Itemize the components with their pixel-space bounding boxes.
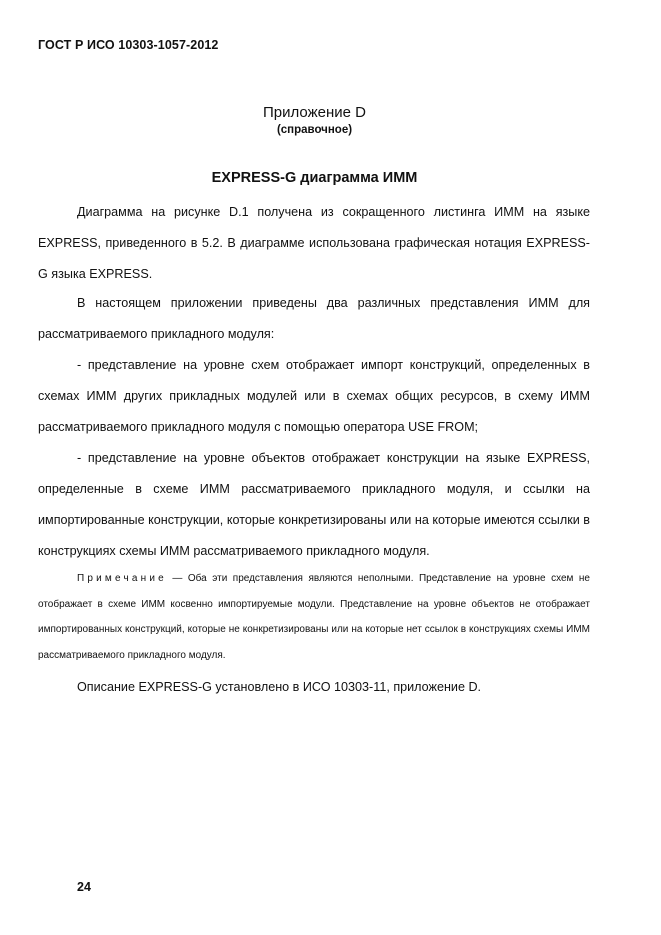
note-block <box>38 566 590 669</box>
page-number: 24 <box>77 880 91 894</box>
paragraph-representations: В настоящем приложении приведены два различных представления ИММ для рассматриваемого прикладного модуля: <box>38 296 590 341</box>
paragraph-schema-level: - представление на уровне схем отображает импорт конструкций, определенных в схемах ИММ других прикладных модулей или в схемах общих ресурсов, в схему ИММ рассматриваемого прикладного модуля с помощью оператора USE FROM; <box>38 358 590 434</box>
paragraph-express-g-reference: Описание EXPRESS-G установлено в ИСО 10303-11, приложение D. <box>77 680 482 694</box>
appendix-title: Приложение D <box>263 104 366 121</box>
document-header-code: ГОСТ Р ИСО 10303-1057-2012 <box>38 38 219 52</box>
note-text: Оба эти представления являются неполными. Представление на уровне схем не отображает в схеме ИММ косвенно импортируемые модули. Представление на уровне объектов не отображает импортированных конструкций, которые не конкретизированы или на которые нет ссылок в конструкциях схемы ИММ рассматриваемого прикладного модуля. <box>38 573 590 662</box>
note-dash: — <box>166 573 188 584</box>
appendix-subtitle: (справочное) <box>276 124 353 136</box>
section-title: EXPRESS-G диаграмма ИММ <box>211 170 418 186</box>
paragraph-diagram-intro: Диаграмма на рисунке D.1 получена из сокращенного листинга ИММ на языке EXPRESS, приведенного в 5.2. В диаграмме использована графическая нотация EXPRESS-G языка EXPRESS. <box>38 205 590 281</box>
paragraph-object-level: - представление на уровне объектов отображает конструкции на языке EXPRESS, определенные в схеме ИММ рассматриваемого прикладного модуля, и ссылки на импортированные конструкции, которые конкретизированы или на которые имеются ссылки в конструкциях схемы ИММ рассматриваемого прикладного модуля. <box>38 451 590 558</box>
note-label: Примечание <box>77 573 167 584</box>
